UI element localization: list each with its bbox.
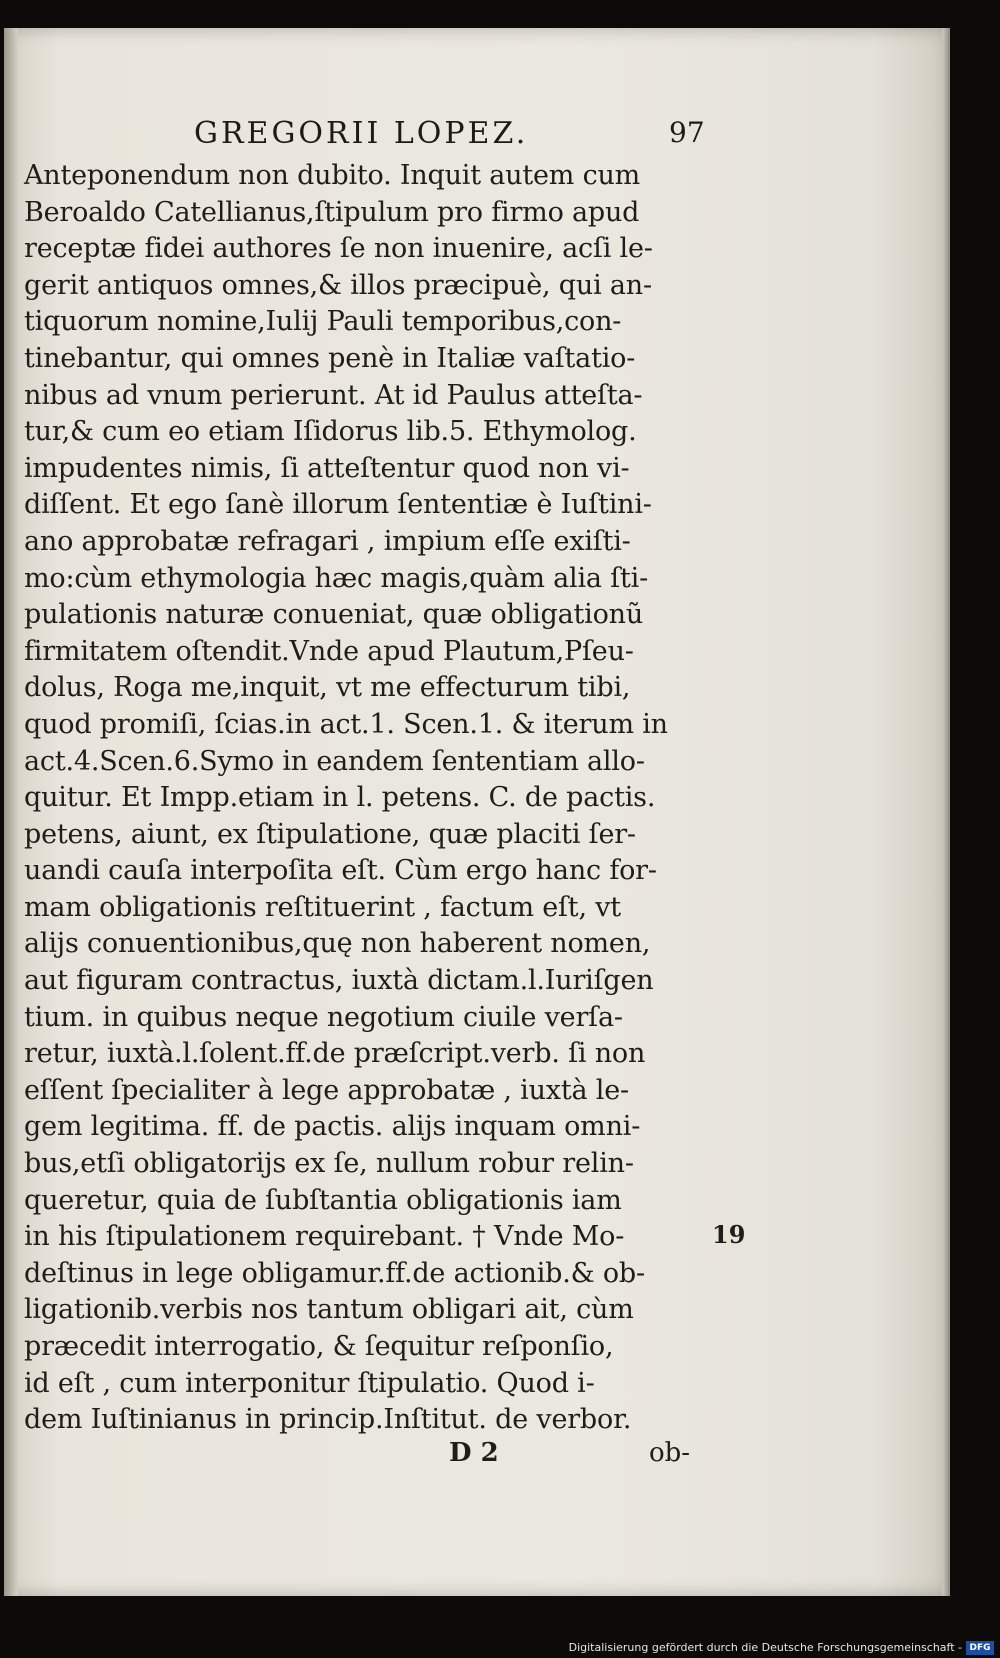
text-line: firmitatem oſtendit.Vnde apud Plautum,Pſeu-: [24, 635, 634, 667]
catchword: ob-: [649, 1438, 691, 1468]
text-line: petens, aiunt, ex ſtipulatione, quæ placiti ſer-: [24, 818, 636, 850]
page-edge-shadow: [942, 28, 950, 1596]
text-line: act.4.Scen.6.Symo in eandem ſententiam allo-: [24, 745, 645, 777]
text-line: præcedit interrogatio, & ſequitur reſponſio,: [24, 1331, 614, 1362]
text-line: tur,& cum eo etiam Iſidorus lib.5. Ethymolog.: [24, 416, 637, 448]
text-line: impudentes nimis, ſi atteſtentur quod non vi-: [24, 452, 630, 484]
text-line: quitur. Et Impp.etiam in l. petens. C. de pactis.: [24, 782, 656, 814]
text-line: Beroaldo Catellianus,ſtipulum pro firmo apud: [24, 196, 640, 228]
text-line: id eſt , cum interponitur ſtipulatio. Quod i-: [24, 1367, 595, 1399]
text-line: dolus, Roga me,inquit, vt me effecturum tibi,: [24, 672, 631, 704]
text-line: ano approbatæ refragari , impium eſſe exiſti-: [24, 525, 631, 557]
text-line: eſſent ſpecialiter à lege approbatæ , iuxtà le-: [24, 1074, 629, 1106]
text-line: mam obligationis reſtituerint , factum eſt, vt: [24, 891, 621, 923]
text-line: bus,etſi obligatorijs ex ſe, nullum robur relin-: [24, 1148, 634, 1180]
text-line: in his ſtipulationem requirebant. † Vnde Mo-: [24, 1221, 625, 1253]
text-line: Anteponendum non dubito. Inquit autem cum: [24, 160, 641, 191]
dfg-logo: DFG: [966, 1641, 994, 1655]
text-line: receptæ fidei authores ſe non inuenire, acſi le-: [24, 233, 653, 265]
text-line: uandi cauſa interpoſita eſt. Cùm ergo hanc for-: [24, 855, 657, 887]
text-line: gerit antiquos omnes,& illos præcipuè, qui an-: [24, 269, 652, 301]
text-line: mo:cùm ethymologia hæc magis,quàm alia ſti-: [24, 562, 649, 594]
running-head: GREGORII LOPEZ.: [194, 116, 529, 151]
text-line: gem legitima. ff. de pactis. alijs inquam omni-: [24, 1111, 641, 1143]
text-line: aut figuram contractus, iuxtà dictam.l.Iuriſgen: [24, 965, 654, 997]
text-line: queretur, quia de ſubſtantia obligationis iam: [24, 1184, 622, 1216]
folio-number: 97: [669, 116, 705, 149]
text-line: alijs conuentionibus,quę non haberent nomen,: [24, 928, 651, 960]
text-line: tinebantur, qui omnes penè in Italiæ vaſtatio-: [24, 342, 636, 374]
body-text: [24, 158, 704, 1439]
text-line: diſſent. Et ego ſanè illorum ſententiæ è Iuſtini-: [24, 489, 652, 521]
text-line: dem Iuſtinianus in princip.Inſtitut. de verbor.: [24, 1404, 632, 1436]
text-line: tium. in quibus neque negotium ciuile verſa-: [24, 1001, 623, 1033]
text-line: tiquorum nomine,Iulij Pauli temporibus,con-: [24, 306, 622, 338]
text-line: nibus ad vnum perierunt. At id Paulus atteſta-: [24, 379, 643, 411]
book-page: [4, 28, 950, 1596]
text-line: ligationib.verbis nos tantum obligari ait, cùm: [24, 1294, 634, 1326]
text-line: retur, iuxtà.l.ſolent.ff.de præſcript.verb. ſi non: [24, 1038, 646, 1070]
signature-mark: D 2: [449, 1438, 499, 1468]
text-line: deſtinus in lege obligamur.ff.de actionib.& ob-: [24, 1257, 645, 1289]
digitization-credit: Digitalisierung gefördert durch die Deutsche Forschungsgemeinschaft -: [568, 1641, 962, 1654]
marginal-note-number: 19: [712, 1220, 746, 1249]
text-line: quod promiſi, ſcias.in act.1. Scen.1. & iterum in: [24, 708, 668, 740]
text-line: pulationis naturæ conueniat, quæ obligationũ: [24, 599, 644, 631]
page-gutter-shadow: [4, 28, 18, 1596]
